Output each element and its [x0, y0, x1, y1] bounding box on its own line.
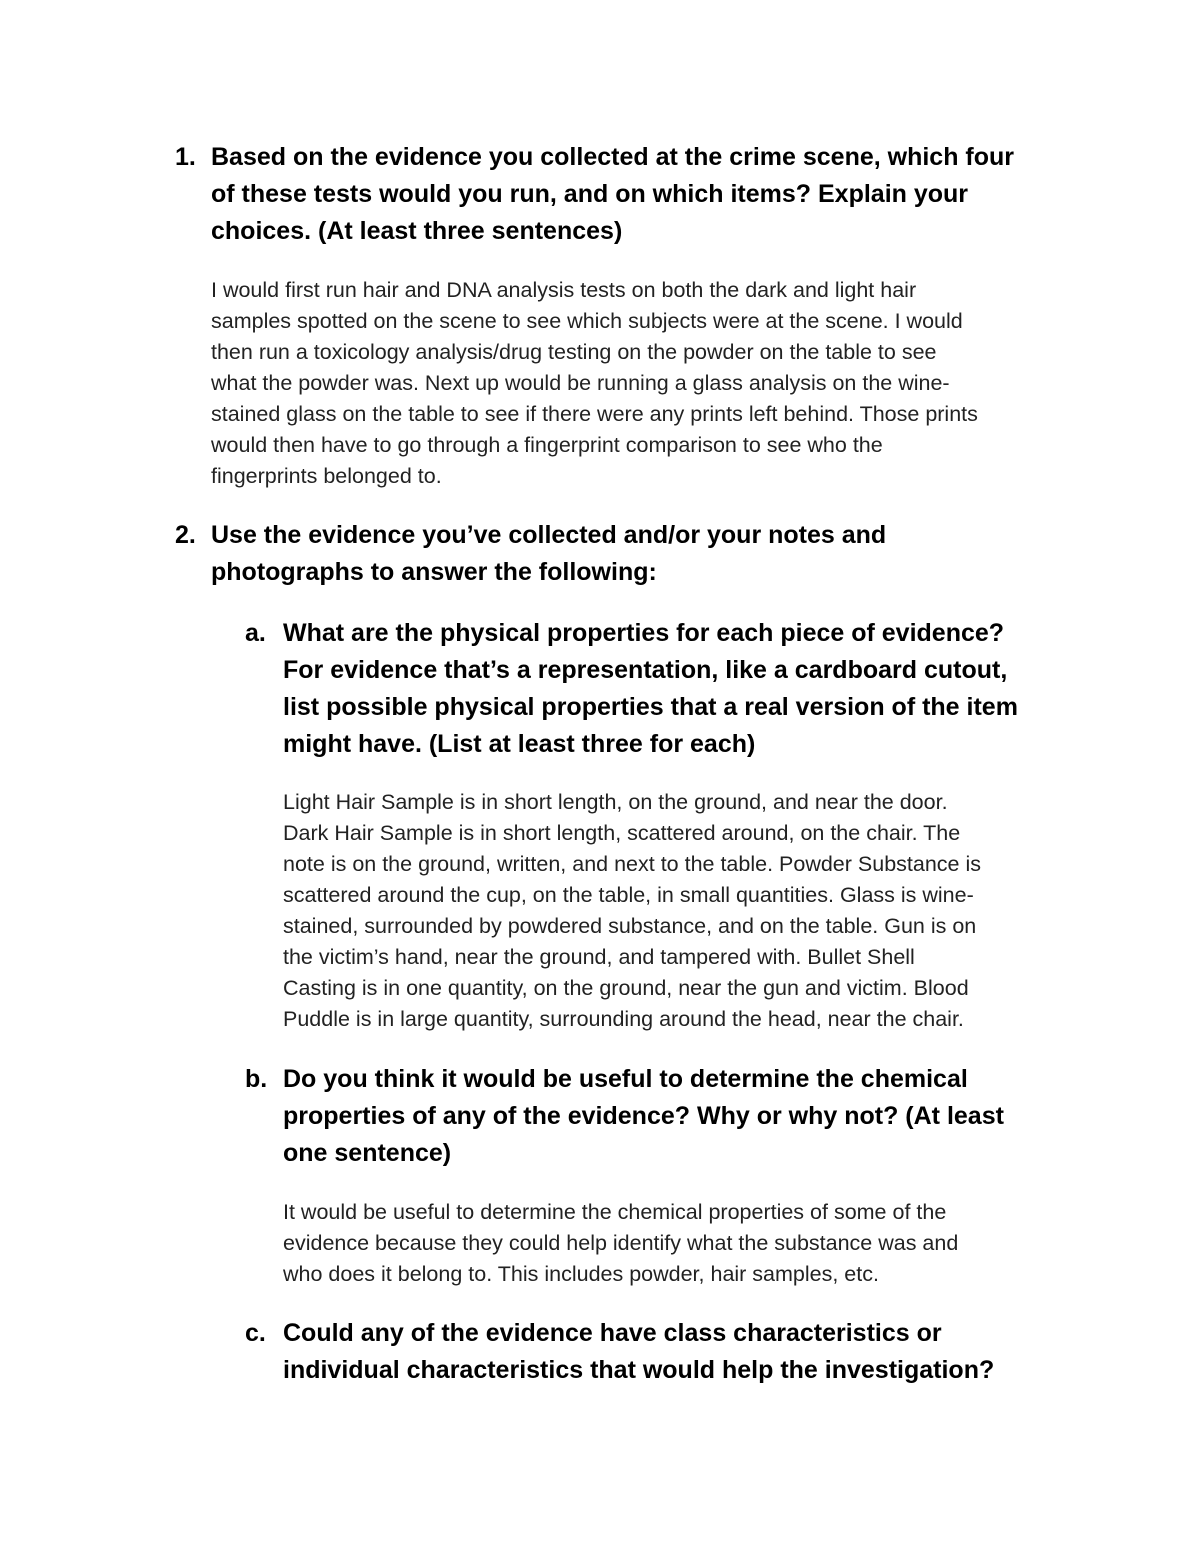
individual-characteristics-term: individual characteristics	[283, 1356, 584, 1384]
answer-2a-line: Dark Hair Sample is in short length, scattered around, on the chair. The	[283, 821, 961, 845]
answer-2a-line: Puddle is in large quantity, surrounding around the head, near the chair.	[283, 1007, 964, 1031]
answer-2a	[283, 787, 981, 1035]
question-2-line: Use the evidence you’ve collected and/or your notes and	[211, 521, 887, 549]
subquestion-c-text	[283, 1315, 1145, 1389]
question-1-number: 1.	[175, 143, 196, 171]
subquestion-b	[245, 1061, 1145, 1172]
subquestion-a-text	[283, 615, 1145, 763]
class-characteristics-term: class characteristics	[663, 1319, 910, 1347]
question-1	[175, 139, 1075, 250]
subquestion-a-line: For evidence that’s a representation, like a cardboard cutout,	[283, 656, 1008, 684]
question-2-number: 2.	[175, 521, 196, 549]
subquestion-c-text-part: Could any of the evidence have	[283, 1319, 664, 1347]
answer-2b	[283, 1197, 958, 1290]
answer-2b-line: who does it belong to. This includes powder, hair samples, etc.	[283, 1262, 879, 1286]
answer-1	[211, 275, 978, 492]
subquestion-c-label: c.	[245, 1319, 266, 1347]
subquestion-c	[245, 1315, 1145, 1389]
question-1-text	[211, 139, 1075, 250]
answer-2b-line: evidence because they could help identify what the substance was and	[283, 1231, 959, 1255]
answer-1-line: stained glass on the table to see if there were any prints left behind. Those prints	[211, 402, 978, 426]
answer-1-line: samples spotted on the scene to see which subjects were at the scene. I would	[211, 309, 963, 333]
answer-1-line: then run a toxicology analysis/drug testing on the powder on the table to see	[211, 340, 937, 364]
subquestion-a-line: might have. (List at least three for each)	[283, 730, 756, 758]
answer-2a-line: stained, surrounded by powdered substance, and on the table. Gun is on	[283, 914, 977, 938]
answer-2a-line: Casting is in one quantity, on the ground, near the gun and victim. Blood	[283, 976, 969, 1000]
subquestion-a-line: What are the physical properties for each piece of evidence?	[283, 619, 1005, 647]
answer-2a-line: note is on the ground, written, and next to the table. Powder Substance is	[283, 852, 981, 876]
subquestion-b-line: one sentence)	[283, 1139, 452, 1167]
answer-2b-line: It would be useful to determine the chemical properties of some of the	[283, 1200, 947, 1224]
subquestion-b-label: b.	[245, 1065, 268, 1093]
answer-1-line: fingerprints belonged to.	[211, 464, 442, 488]
answer-1-line: what the powder was. Next up would be running a glass analysis on the wine-	[211, 371, 950, 395]
answer-1-line: I would first run hair and DNA analysis tests on both the dark and light hair	[211, 278, 917, 302]
subquestion-a-line: list possible physical properties that a real version of the item	[283, 693, 1018, 721]
answer-1-line: would then have to go through a fingerprint comparison to see who the	[211, 433, 883, 457]
question-1-line: choices. (At least three sentences)	[211, 217, 623, 245]
subquestion-b-line: properties of any of the evidence? Why or why not? (At least	[283, 1102, 1004, 1130]
question-1-line: Based on the evidence you collected at the crime scene, which four	[211, 143, 1015, 171]
answer-2a-line: Light Hair Sample is in short length, on the ground, and near the door.	[283, 790, 948, 814]
question-2-line: photographs to answer the following:	[211, 558, 657, 586]
answer-2a-line: the victim’s hand, near the ground, and tampered with. Bullet Shell	[283, 945, 915, 969]
subquestion-c-line-2	[283, 1352, 1145, 1389]
subquestion-a	[245, 615, 1145, 763]
answer-2a-line: scattered around the cup, on the table, in small quantities. Glass is wine-	[283, 883, 974, 907]
subquestion-b-line: Do you think it would be useful to determine the chemical	[283, 1065, 968, 1093]
subquestion-a-label: a.	[245, 619, 266, 647]
question-1-line: of these tests would you run, and on which items? Explain your	[211, 180, 969, 208]
subquestion-c-text-part: or	[909, 1319, 942, 1347]
question-2	[175, 517, 1075, 591]
subquestion-b-text	[283, 1061, 1145, 1172]
question-2-text	[211, 517, 1075, 591]
subquestion-c-text-part: that would help the investigation?	[583, 1356, 995, 1384]
subquestion-c-line-1	[283, 1315, 1145, 1352]
